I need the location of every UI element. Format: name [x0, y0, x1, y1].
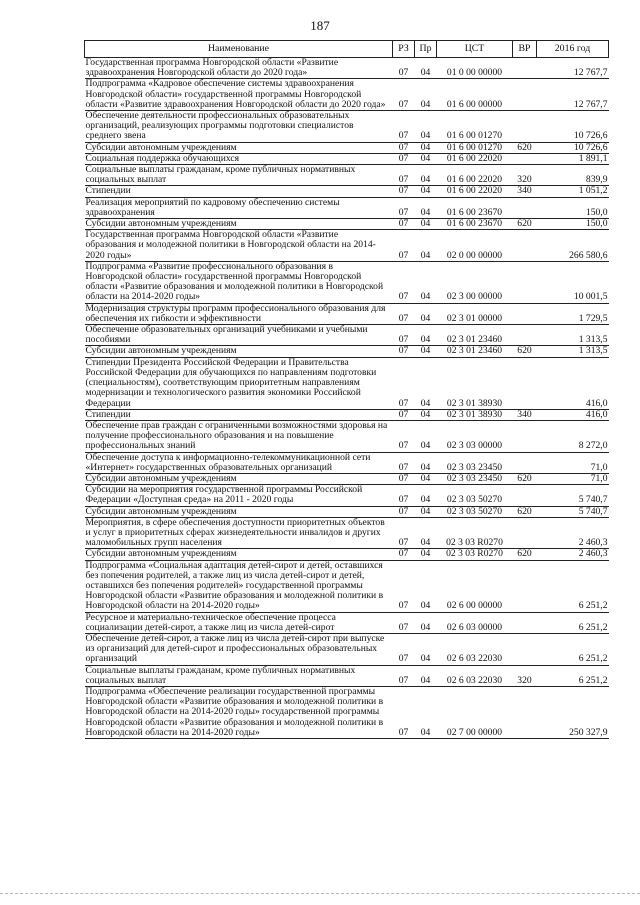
cell-vr	[513, 612, 537, 633]
header-pr: Пр	[415, 41, 437, 58]
cell-pr: 04	[415, 549, 437, 560]
cell-sum: 8 272,0	[537, 420, 609, 452]
cell-vr	[513, 197, 537, 218]
header-sum: 2016 год	[537, 41, 609, 58]
cell-sum: 150,0	[537, 197, 609, 218]
cell-rz: 07	[393, 346, 415, 357]
cell-sum: 71,0	[537, 452, 609, 473]
table-row	[85, 517, 609, 549]
table-row	[85, 219, 609, 230]
cell-cst: 02 3 03 50270	[437, 506, 513, 517]
cell-name: Подпрограмма «Кадровое обеспечение системы здравоохранения Новгородской области» государственной программы Новгородской области «Развитие здравоохранения Новгородской области до 2020 года»	[85, 79, 393, 111]
cell-vr	[513, 517, 537, 549]
cell-pr: 04	[415, 346, 437, 357]
cell-rz: 07	[393, 517, 415, 549]
cell-name: Субсидии автономным учреждениям	[85, 346, 393, 357]
cell-name: Обеспечение детей-сирот, а также лиц из числа детей-сирот при выпуске из организаций для детей-сирот и профессиональных образовательных организаций	[85, 633, 393, 665]
cell-name: Субсидии автономным учреждениям	[85, 506, 393, 517]
cell-name: Стипендии	[85, 409, 393, 420]
cell-rz: 07	[393, 420, 415, 452]
table-row	[85, 186, 609, 197]
cell-pr: 04	[415, 420, 437, 452]
cell-vr	[513, 485, 537, 506]
cell-name: Субсидии автономным учреждениям	[85, 473, 393, 484]
table-body	[85, 58, 609, 739]
cell-name: Обеспечение прав граждан с ограниченными возможностями здоровья на получение профессионального образования и на повышение профессиональных знаний	[85, 420, 393, 452]
cell-sum: 12 767,7	[537, 58, 609, 79]
cell-cst: 01 6 00 22020	[437, 165, 513, 186]
cell-vr	[513, 111, 537, 143]
cell-pr: 04	[415, 165, 437, 186]
cell-rz: 07	[393, 612, 415, 633]
cell-rz: 07	[393, 153, 415, 164]
cell-name: Подпрограмма «Развитие профессионального образования в Новгородской области» государственной программы Новгородской области «Развитие образования и молодежной политики в Новгородской области на 2014-2020 годы»	[85, 261, 393, 303]
table-row	[85, 633, 609, 665]
cell-cst: 02 6 03 22030	[437, 633, 513, 665]
cell-cst: 02 3 03 00000	[437, 420, 513, 452]
cell-name: Ресурсное и материально-техническое обеспечение процесса социализации детей-сирот, а также лиц из числа детей-сирот	[85, 612, 393, 633]
budget-table	[84, 40, 609, 739]
cell-sum: 10 726,6	[537, 142, 609, 153]
header-name: Наименование	[85, 41, 393, 58]
cell-cst: 01 6 00 01270	[437, 142, 513, 153]
cell-rz: 07	[393, 186, 415, 197]
cell-cst: 02 3 03 23450	[437, 473, 513, 484]
cell-pr: 04	[415, 560, 437, 612]
cell-cst: 02 3 03 R0270	[437, 517, 513, 549]
cell-sum: 5 740,7	[537, 485, 609, 506]
cell-vr	[513, 325, 537, 346]
cell-cst: 02 6 00 00000	[437, 560, 513, 612]
cell-pr: 04	[415, 153, 437, 164]
cell-sum: 12 767,7	[537, 79, 609, 111]
cell-sum: 5 740,7	[537, 506, 609, 517]
cell-pr: 04	[415, 517, 437, 549]
cell-name: Субсидии автономным учреждениям	[85, 219, 393, 230]
cell-cst: 02 3 01 23460	[437, 325, 513, 346]
cell-pr: 04	[415, 485, 437, 506]
cell-cst: 01 6 00 22020	[437, 153, 513, 164]
table-row	[85, 79, 609, 111]
cell-sum: 839,9	[537, 165, 609, 186]
table-row	[85, 111, 609, 143]
cell-cst: 01 6 00 00000	[437, 79, 513, 111]
cell-cst: 01 0 00 00000	[437, 58, 513, 79]
cell-name: Государственная программа Новгородской области «Развитие образования и молодежной политики в Новгородской области на 2014-2020 годы»	[85, 230, 393, 262]
cell-name: Мероприятия, в сфере обеспечения доступности приоритетных объектов и услуг в приоритетных сферах жизнедеятельности инвалидов и других маломобильных групп населения	[85, 517, 393, 549]
cell-cst: 02 3 00 00000	[437, 261, 513, 303]
table-row	[85, 560, 609, 612]
cell-sum: 150,0	[537, 219, 609, 230]
scan-edge-line	[0, 893, 640, 894]
cell-rz: 07	[393, 452, 415, 473]
cell-name: Субсидии на мероприятия государственной программы Российской Федерации «Доступная среда» на 2011 - 2020 годы	[85, 485, 393, 506]
cell-sum: 10 726,6	[537, 111, 609, 143]
table-row	[85, 261, 609, 303]
cell-cst: 02 3 01 38930	[437, 357, 513, 409]
cell-name: Стипендии Президента Российской Федерации и Правительства Российской Федерации для обучающихся по направлениям подготовки (специальностям), соответствующим приоритетным направлениям модернизации и технологического развития экономики Российской Федерации	[85, 357, 393, 409]
header-row	[85, 41, 609, 58]
cell-pr: 04	[415, 409, 437, 420]
cell-rz: 07	[393, 485, 415, 506]
header-vr: ВР	[513, 41, 537, 58]
cell-vr	[513, 261, 537, 303]
table-row	[85, 549, 609, 560]
table-row	[85, 153, 609, 164]
page-number: 187	[310, 18, 330, 33]
table-row	[85, 325, 609, 346]
cell-name: Социальная поддержка обучающихся	[85, 153, 393, 164]
cell-pr: 04	[415, 79, 437, 111]
cell-rz: 07	[393, 261, 415, 303]
cell-rz: 07	[393, 357, 415, 409]
cell-pr: 04	[415, 58, 437, 79]
cell-name: Субсидии автономным учреждениям	[85, 142, 393, 153]
cell-cst: 02 3 01 38930	[437, 409, 513, 420]
table-row	[85, 452, 609, 473]
header-rz: РЗ	[393, 41, 415, 58]
cell-cst: 02 3 01 23460	[437, 346, 513, 357]
cell-cst: 01 6 00 23670	[437, 219, 513, 230]
cell-sum: 1 051,2	[537, 186, 609, 197]
cell-cst: 02 0 00 00000	[437, 230, 513, 262]
cell-cst: 02 3 03 R0270	[437, 549, 513, 560]
cell-vr: 320	[513, 165, 537, 186]
cell-rz: 07	[393, 230, 415, 262]
cell-sum: 6 251,2	[537, 633, 609, 665]
cell-vr: 340	[513, 186, 537, 197]
table-row	[85, 357, 609, 409]
cell-sum: 1 891,1	[537, 153, 609, 164]
cell-cst: 02 6 03 00000	[437, 612, 513, 633]
cell-name: Субсидии автономным учреждениям	[85, 549, 393, 560]
cell-vr: 340	[513, 409, 537, 420]
cell-rz: 07	[393, 665, 415, 686]
cell-pr: 04	[415, 633, 437, 665]
cell-name: Модернизация структуры программ профессионального образования для обеспечения их гибкости и эффективности	[85, 303, 393, 324]
cell-vr: 320	[513, 665, 537, 686]
cell-pr: 04	[415, 325, 437, 346]
cell-rz: 07	[393, 58, 415, 79]
table-row	[85, 303, 609, 324]
table-row	[85, 473, 609, 484]
cell-rz: 07	[393, 165, 415, 186]
cell-rz: 07	[393, 142, 415, 153]
table-row	[85, 409, 609, 420]
cell-pr: 04	[415, 142, 437, 153]
cell-sum: 6 251,2	[537, 612, 609, 633]
cell-name: Социальные выплаты гражданам, кроме публичных нормативных социальных выплат	[85, 665, 393, 686]
cell-pr: 04	[415, 686, 437, 738]
cell-sum: 2 460,3	[537, 549, 609, 560]
cell-name: Реализация мероприятий по кадровому обеспечению системы здравоохранения	[85, 197, 393, 218]
cell-vr: 620	[513, 219, 537, 230]
cell-sum: 1 313,5	[537, 325, 609, 346]
cell-rz: 07	[393, 686, 415, 738]
cell-pr: 04	[415, 665, 437, 686]
cell-vr	[513, 560, 537, 612]
cell-name: Обеспечение образовательных организаций учебниками и учебными пособиями	[85, 325, 393, 346]
cell-pr: 04	[415, 261, 437, 303]
cell-rz: 07	[393, 219, 415, 230]
cell-sum: 2 460,3	[537, 517, 609, 549]
cell-sum: 6 251,2	[537, 665, 609, 686]
header-cst: ЦСТ	[437, 41, 513, 58]
cell-name: Подпрограмма «Социальная адаптация детей-сирот и детей, оставшихся без попечения родителей, а также лиц из числа детей-сирот и детей, оставшихся без попечения родителей» государственной программы Новгородской области «Развитие образования и молодежной политики в Новгородской области на 2014-2020 годы»	[85, 560, 393, 612]
cell-pr: 04	[415, 506, 437, 517]
cell-pr: 04	[415, 357, 437, 409]
cell-pr: 04	[415, 612, 437, 633]
cell-sum: 416,0	[537, 409, 609, 420]
cell-pr: 04	[415, 197, 437, 218]
cell-cst: 01 6 00 23670	[437, 197, 513, 218]
cell-pr: 04	[415, 452, 437, 473]
cell-vr	[513, 452, 537, 473]
cell-cst: 01 6 00 01270	[437, 111, 513, 143]
cell-name: Государственная программа Новгородской области «Развитие здравоохранения Новгородской области до 2020 года»	[85, 58, 393, 79]
cell-cst: 02 7 00 00000	[437, 686, 513, 738]
cell-cst: 02 3 03 50270	[437, 485, 513, 506]
cell-vr: 620	[513, 473, 537, 484]
cell-sum: 71,0	[537, 473, 609, 484]
cell-pr: 04	[415, 219, 437, 230]
cell-rz: 07	[393, 409, 415, 420]
table-row	[85, 506, 609, 517]
cell-pr: 04	[415, 230, 437, 262]
cell-vr	[513, 230, 537, 262]
cell-name: Социальные выплаты гражданам, кроме публичных нормативных социальных выплат	[85, 165, 393, 186]
cell-vr: 620	[513, 549, 537, 560]
cell-rz: 07	[393, 549, 415, 560]
cell-rz: 07	[393, 633, 415, 665]
cell-sum: 10 001,5	[537, 261, 609, 303]
table-row	[85, 686, 609, 738]
cell-sum: 416,0	[537, 357, 609, 409]
cell-cst: 02 3 03 23450	[437, 452, 513, 473]
cell-sum: 6 251,2	[537, 560, 609, 612]
table-row	[85, 197, 609, 218]
cell-vr	[513, 633, 537, 665]
cell-rz: 07	[393, 197, 415, 218]
cell-cst: 02 6 03 22030	[437, 665, 513, 686]
cell-vr	[513, 686, 537, 738]
table-row	[85, 485, 609, 506]
cell-rz: 07	[393, 111, 415, 143]
table-header	[85, 41, 609, 58]
cell-name: Обеспечение деятельности профессиональных образовательных организаций, реализующих программы подготовки специалистов среднего звена	[85, 111, 393, 143]
cell-vr	[513, 79, 537, 111]
cell-cst: 01 6 00 22020	[437, 186, 513, 197]
table-row	[85, 58, 609, 79]
cell-name: Подпрограмма «Обеспечение реализации государственной программы Новгородской области «Развитие образования и молодежной политики в Новгородской области на 2014-2020 годы» государственной программы Новгородской области «Развитие образования и молодежной политики в Новгородской области на 2014-2020 годы»	[85, 686, 393, 738]
table-row	[85, 346, 609, 357]
cell-rz: 07	[393, 560, 415, 612]
cell-rz: 07	[393, 506, 415, 517]
table-row	[85, 230, 609, 262]
cell-vr	[513, 357, 537, 409]
cell-vr	[513, 58, 537, 79]
cell-sum: 1 729,5	[537, 303, 609, 324]
cell-pr: 04	[415, 473, 437, 484]
cell-name: Стипендии	[85, 186, 393, 197]
cell-rz: 07	[393, 303, 415, 324]
cell-vr: 620	[513, 506, 537, 517]
table-row	[85, 165, 609, 186]
cell-name: Обеспечение доступа к информационно-телекоммуникационной сети «Интернет» государственных образовательных организаций	[85, 452, 393, 473]
cell-vr	[513, 303, 537, 324]
cell-pr: 04	[415, 303, 437, 324]
table-row	[85, 420, 609, 452]
cell-rz: 07	[393, 473, 415, 484]
cell-pr: 04	[415, 111, 437, 143]
cell-vr: 620	[513, 346, 537, 357]
cell-cst: 02 3 01 00000	[437, 303, 513, 324]
table-row	[85, 142, 609, 153]
cell-pr: 04	[415, 186, 437, 197]
table-row	[85, 612, 609, 633]
cell-vr	[513, 153, 537, 164]
cell-vr: 620	[513, 142, 537, 153]
cell-rz: 07	[393, 79, 415, 111]
table-row	[85, 665, 609, 686]
cell-vr	[513, 420, 537, 452]
cell-sum: 1 313,5	[537, 346, 609, 357]
cell-rz: 07	[393, 325, 415, 346]
cell-sum: 250 327,9	[537, 686, 609, 738]
cell-sum: 266 580,6	[537, 230, 609, 262]
